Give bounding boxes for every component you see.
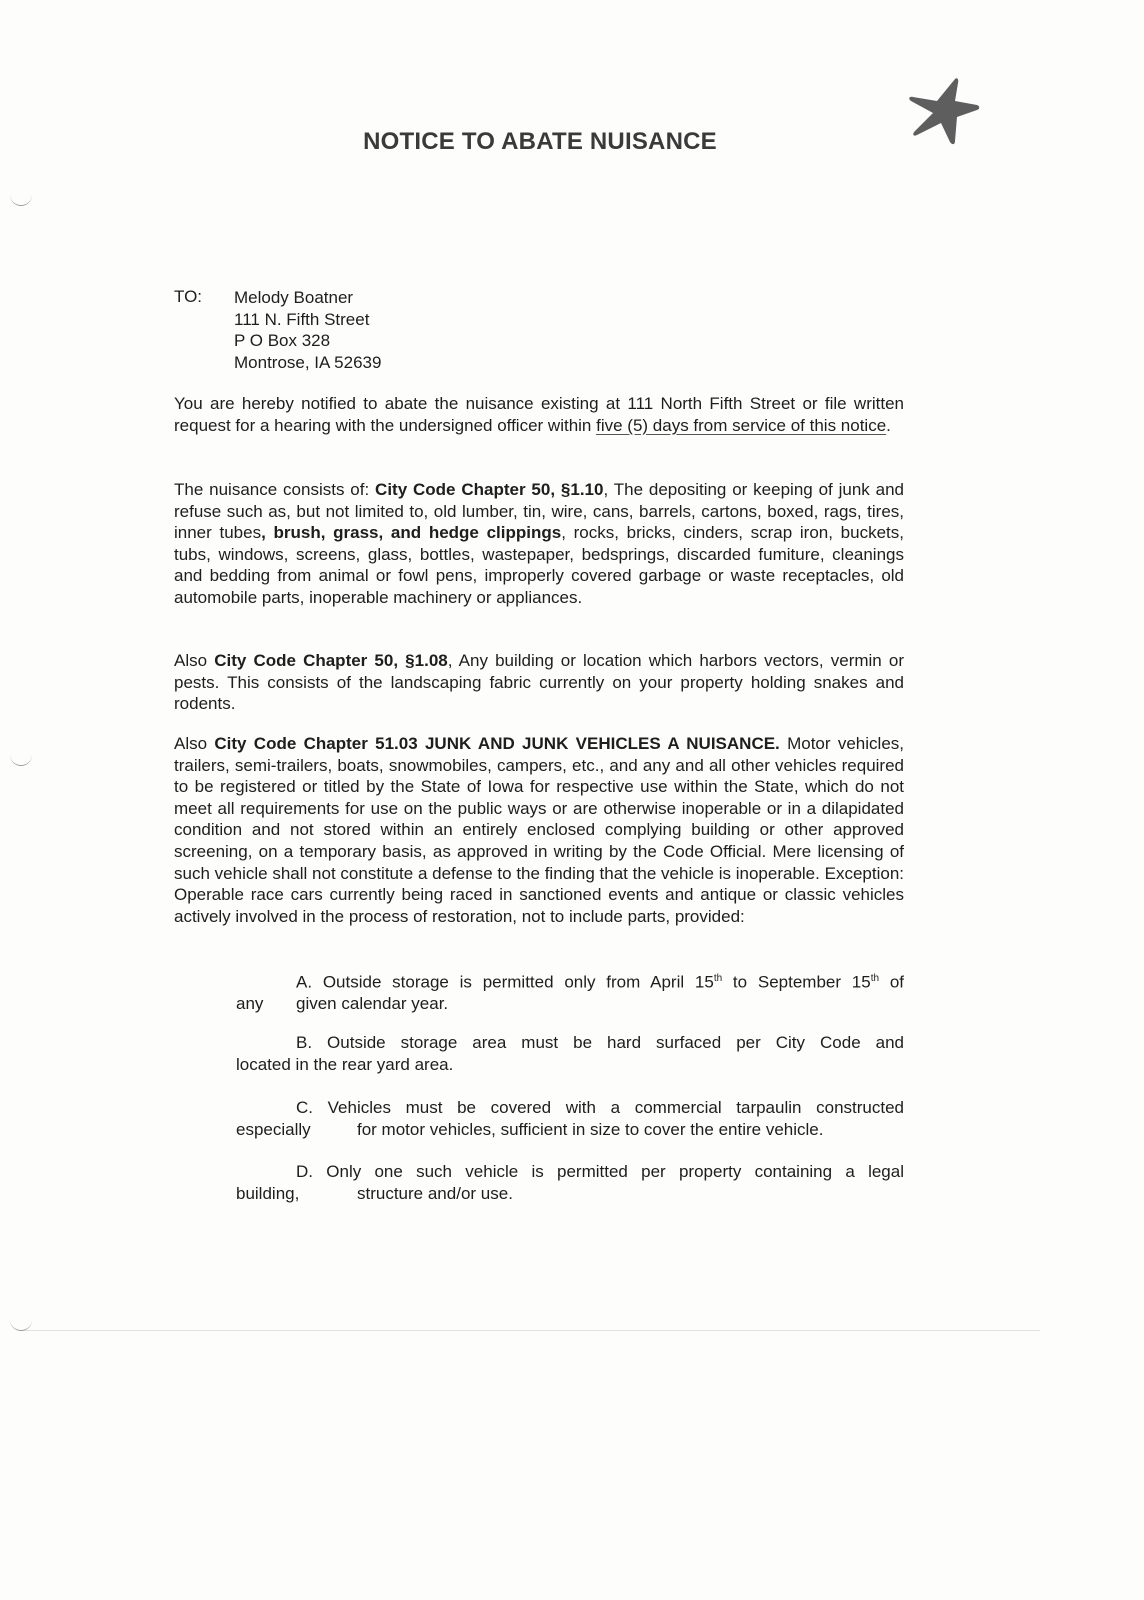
recipient-name: Melody Boatner [234, 288, 354, 307]
nuisance2-code: City Code Chapter 50, §1.08 [214, 651, 448, 670]
condition-a-line2: given calendar year. [296, 994, 449, 1014]
nuisance3-lead: Also [174, 734, 215, 753]
condition-d [236, 1161, 904, 1204]
nuisance3-text: Motor vehicles, trailers, semi-trailers, boats, snowmobiles, campers, etc., and any and all other vehicles required to be registered or titled by the State of Iowa for respective use within the State, which do not meet all requirements for use on the public ways or are otherwise inoperable or in a dilapidated condition and not stored within an entirely enclosed complying building or other approved screening, on a temporary basis, as approved in writing by the Code Official. Mere licensing of such vehicle shall not constitute a defense to the finding that the vehicle is inoperable. Exception: Operable race cars currently being raced in sanctioned events and antique or classic vehicles actively involved in the process of restoration, not to include parts, provided: [174, 734, 904, 926]
recipient-box: P O Box 328 [234, 331, 331, 350]
page-title: NOTICE TO ABATE NUISANCE [363, 128, 717, 155]
nuisance1-bold: , brush, grass, and hedge clippings [261, 523, 562, 543]
intro-end: . [886, 415, 891, 435]
nuisance1-text1: , The depositing or keeping of junk and refuse such as, but not limited to, old lumber, tin, wire, cans, barrels, cartons, boxed, rags, tires, inner tubes [174, 480, 905, 543]
nuisance1-code: City Code Chapter 50, §1.10 [375, 480, 604, 499]
condition-a [236, 968, 904, 1015]
nuisance-paragraph-1 [174, 479, 904, 609]
recipient-address [234, 287, 381, 373]
to-label: TO: [174, 287, 203, 306]
scan-edge-line [20, 1330, 1040, 1331]
intro-paragraph [174, 393, 904, 436]
condition-c [236, 1097, 904, 1140]
nuisance-paragraph-2 [174, 650, 904, 715]
condition-d-line2: structure and/or use. [357, 1183, 513, 1203]
recipient-street: 111 N. Fifth Street [234, 309, 370, 329]
condition-a-text2: to September 15 [722, 972, 871, 992]
condition-d-lead2: building, [236, 1183, 300, 1203]
intro-text: You are hereby notified to abate the nuisance existing at 111 North Fifth Street or file written request for a hearing with the undersigned officer within [174, 394, 904, 435]
star-icon [905, 75, 981, 147]
nuisance3-code: City Code Chapter 51.03 JUNK AND JUNK VEHICLES A NUISANCE. [214, 734, 780, 753]
recipient-city: Montrose, IA 52639 [234, 352, 382, 372]
condition-c-line1: C. Vehicles must be covered with a commercial tarpaulin constructed [296, 1098, 904, 1117]
condition-a-text1: A. Outside storage is permitted only from April 15 [296, 972, 714, 992]
condition-b-line2: located in the rear yard area. [236, 1054, 454, 1074]
nuisance1-lead: The nuisance consists of: [174, 480, 376, 499]
condition-c-line2: for motor vehicles, sufficient in size to cover the entire vehicle. [357, 1119, 824, 1139]
condition-a-sup1: th [713, 973, 723, 984]
nuisance1-text2: , rocks, bricks, cinders, scrap iron, buckets, tubs, windows, screens, glass, bottles, wastepaper, bedsprings, discarded fumiture, cleanings and bedding from animal or fowl pens, improperly covered garbage or waste receptacles, old automobile parts, inoperable machinery or appliances. [174, 523, 904, 607]
punch-mark [10, 195, 32, 206]
condition-c-lead2: especially [236, 1119, 311, 1139]
punch-mark [10, 755, 32, 766]
nuisance2-text: , Any building or location which harbors vectors, vermin or pests. This consists of the landscaping fabric currently on your property holding snakes and rodents. [174, 651, 904, 714]
deadline-underlined: five (5) days from service of this notice [596, 415, 887, 435]
condition-a-text3: of [879, 972, 904, 992]
nuisance-paragraph-3 [174, 733, 904, 927]
condition-b-line1: B. Outside storage area must be hard surfaced per City Code and [296, 1033, 904, 1052]
condition-a-sup2: th [870, 973, 880, 984]
nuisance2-lead: Also [174, 651, 215, 670]
condition-b [236, 1032, 904, 1075]
condition-a-lead2: any [236, 994, 264, 1014]
condition-d-line1: D. Only one such vehicle is permitted per property containing a legal [296, 1162, 904, 1181]
